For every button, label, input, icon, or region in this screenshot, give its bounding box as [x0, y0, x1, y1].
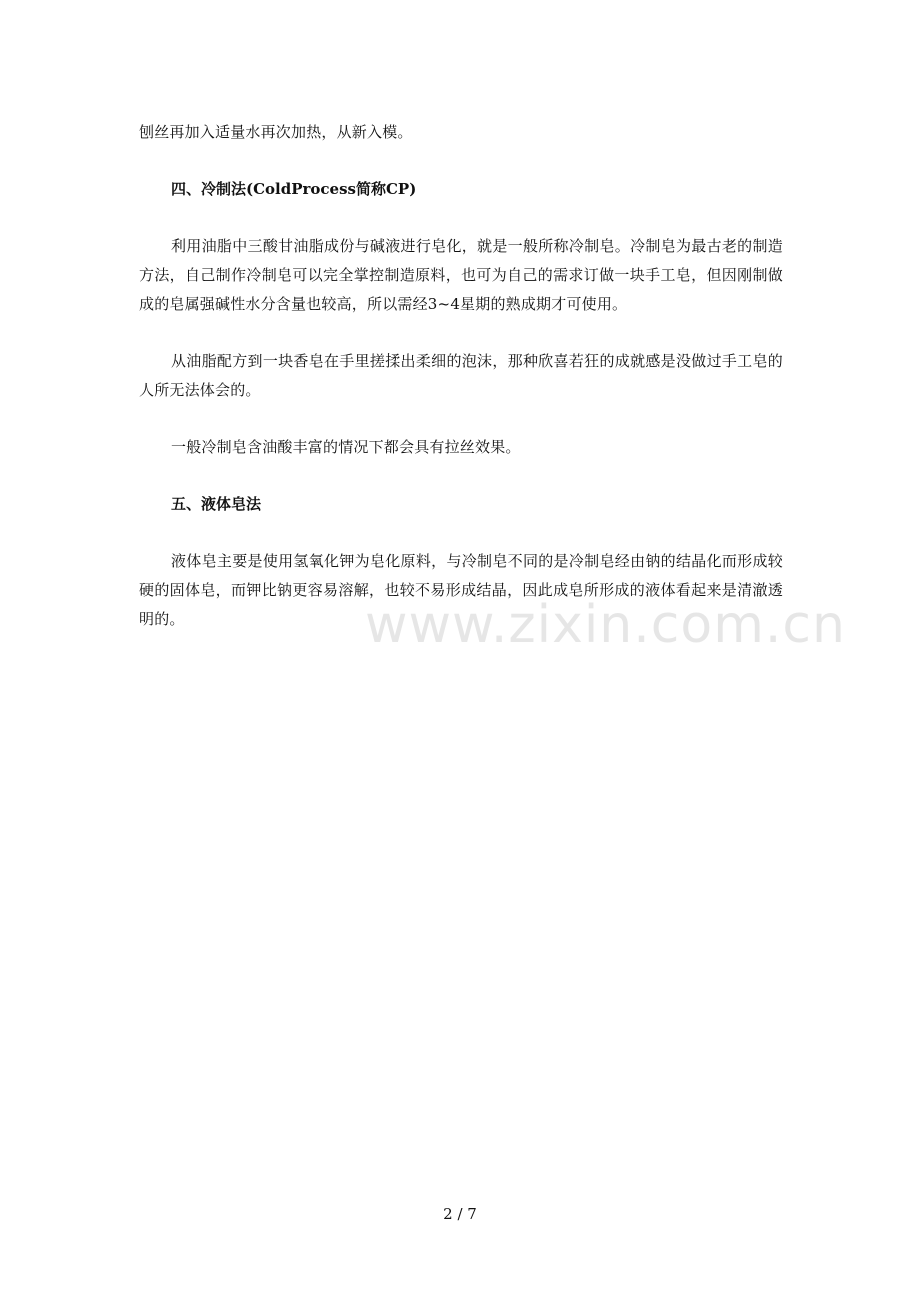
- paragraph-continuation: 刨丝再加入适量水再次加热，从新入模。: [139, 123, 413, 141]
- section-heading-cold-process: 四、冷制法(ColdProcess简称CP): [171, 180, 417, 198]
- document-body: [139, 118, 783, 662]
- paragraph-cold-process-intro: 利用油脂中三酸甘油脂成份与碱液进行皂化，就是一般所称冷制皂。冷制皂为最古老的制造方法，自己制作冷制皂可以完全掌控制造原料，也可为自己的需求订做一块手工皂，但因刚制做成的皂属强碱性水分含量也较高，所以需经3~4星期的熟成期才可使用。: [139, 237, 783, 313]
- section-heading-liquid-soap: 五、液体皂法: [171, 495, 262, 513]
- paragraph-liquid-soap: 液体皂主要是使用氢氧化钾为皂化原料，与冷制皂不同的是冷制皂经由钠的结晶化而形成较硬的固体皂，而钾比钠更容易溶解，也较不易形成结晶，因此成皂所形成的液体看起来是清澈透明的。: [139, 552, 783, 628]
- page-number: 2 / 7: [443, 1205, 477, 1223]
- paragraph-handmade-feeling: 从油脂配方到一块香皂在手里搓揉出柔细的泡沫，那种欣喜若狂的成就感是没做过手工皂的人所无法体会的。: [139, 352, 783, 399]
- watermark-text: www.zixin.com.cn: [365, 595, 846, 655]
- paragraph-oleic-acid: 一般冷制皂含油酸丰富的情况下都会具有拉丝效果。: [171, 438, 521, 456]
